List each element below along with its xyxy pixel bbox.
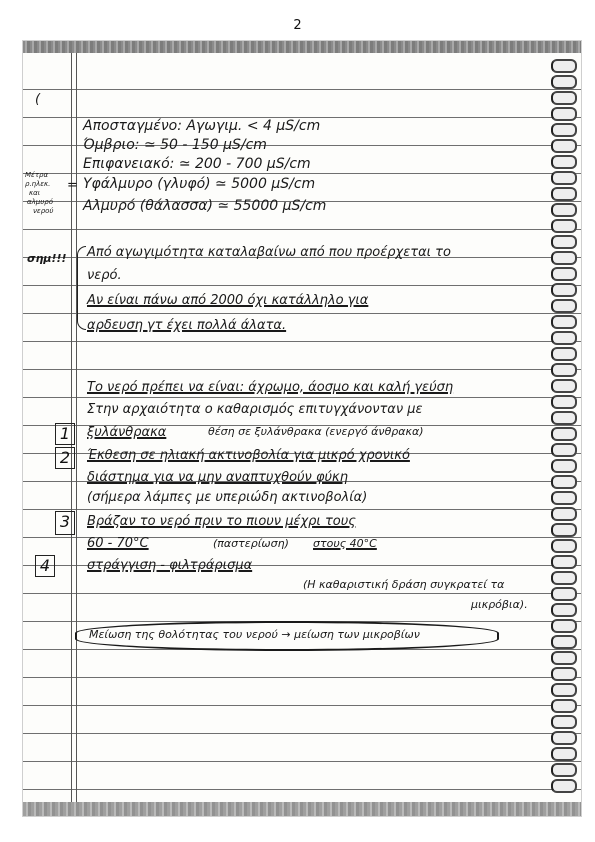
item-3-line-2: 60 - 70°C bbox=[87, 536, 149, 551]
spiral-ring bbox=[551, 715, 577, 729]
ruled-line bbox=[23, 369, 581, 370]
side-note-line: ρ.ηλεκ. bbox=[25, 180, 51, 188]
ruled-line bbox=[23, 397, 581, 398]
spiral-ring bbox=[551, 315, 577, 329]
spiral-ring bbox=[551, 459, 577, 473]
ruled-line bbox=[23, 173, 581, 174]
spiral-ring bbox=[551, 379, 577, 393]
spiral-ring bbox=[551, 107, 577, 121]
spiral-ring bbox=[551, 571, 577, 585]
important-line-3: Αν είναι πάνω από 2000 όχι κατάλληλο για bbox=[87, 293, 369, 308]
ruled-line bbox=[23, 509, 581, 510]
important-line-1: Από αγωγιμότητα καταλαβαίνω από που προέρχεται το bbox=[87, 245, 451, 260]
spiral-ring bbox=[551, 299, 577, 313]
spiral-ring bbox=[551, 411, 577, 425]
spiral-ring bbox=[551, 171, 577, 185]
torn-bottom-edge bbox=[23, 802, 581, 816]
spiral-ring bbox=[551, 699, 577, 713]
ruled-line bbox=[23, 593, 581, 594]
item-number-box: 4 bbox=[35, 555, 55, 577]
spiral-ring bbox=[551, 651, 577, 665]
ruled-line bbox=[23, 789, 581, 790]
spiral-ring bbox=[551, 155, 577, 169]
spiral-ring bbox=[551, 507, 577, 521]
spiral-ring bbox=[551, 395, 577, 409]
spiral-ring bbox=[551, 635, 577, 649]
torn-top-edge bbox=[23, 41, 581, 53]
water-quality-heading: Το νερό πρέπει να είναι: άχρωμο, άοσμο και καλή γεύση bbox=[87, 380, 454, 395]
spiral-ring bbox=[551, 235, 577, 249]
side-note-line: αλμυρό bbox=[27, 198, 53, 206]
item-2-line-2: διάστημα για να μην αναπτυχθούν φύκη bbox=[87, 470, 348, 485]
conductivity-salty: Αλμυρό (θάλασσα) ≃ 55000 μS/cm bbox=[83, 198, 327, 214]
spiral-ring bbox=[551, 603, 577, 617]
item-2-line-3: (σήμερα λάμπες με υπεριώδη ακτινοβολία) bbox=[87, 490, 368, 505]
side-note-equals: = bbox=[67, 178, 78, 193]
spiral-ring bbox=[551, 331, 577, 345]
conductivity-brackish: Υφάλμυρο (γλυφό) ≃ 5000 μS/cm bbox=[83, 176, 316, 192]
conductivity-distilled: Αποσταγμένο: Αγωγιμ. < 4 μS/cm bbox=[83, 118, 321, 134]
spiral-ring bbox=[551, 475, 577, 489]
side-note-line: και bbox=[29, 189, 41, 197]
ruled-line bbox=[23, 89, 581, 90]
spiral-ring bbox=[551, 203, 577, 217]
item-1-note: θέση σε ξυλάνθρακα (ενεργό άνθρακα) bbox=[208, 425, 424, 438]
ruled-line bbox=[23, 341, 581, 342]
spiral-ring bbox=[551, 219, 577, 233]
spiral-ring bbox=[551, 91, 577, 105]
item-4-note-1: (Η καθαριστική δράση συγκρατεί τα bbox=[303, 578, 505, 591]
item-3-note-2: στους 40°C bbox=[313, 537, 377, 550]
spiral-ring bbox=[551, 139, 577, 153]
spiral-ring bbox=[551, 491, 577, 505]
side-note-line: Μέτρα bbox=[25, 171, 49, 179]
spiral-ring bbox=[551, 779, 577, 793]
spiral-ring bbox=[551, 443, 577, 457]
ruled-line bbox=[23, 313, 581, 314]
spiral-ring bbox=[551, 747, 577, 761]
spiral-ring bbox=[551, 619, 577, 633]
margin-line bbox=[76, 53, 77, 802]
spiral-ring bbox=[551, 427, 577, 441]
item-2-line-1: Έκθεση σε ηλιακή ακτινοβολία για μικρό χρονικό bbox=[87, 448, 410, 463]
spiral-ring bbox=[551, 363, 577, 377]
spiral-ring bbox=[551, 347, 577, 361]
item-number-box: 3 bbox=[55, 511, 75, 535]
spiral-ring bbox=[551, 267, 577, 281]
ruled-line bbox=[23, 733, 581, 734]
conductivity-rain: Όμβριο: ≃ 50 - 150 μS/cm bbox=[83, 137, 267, 153]
conclusion-text: Μείωση της θολότητας του νερού → μείωση των μικροβίων bbox=[89, 628, 420, 641]
important-mark: σημ!!! bbox=[27, 252, 67, 265]
ruled-line bbox=[23, 705, 581, 706]
important-line-2: νερό. bbox=[87, 268, 122, 283]
spiral-ring bbox=[551, 123, 577, 137]
ruled-line bbox=[23, 677, 581, 678]
page-number: 2 bbox=[293, 18, 302, 33]
item-number-box: 2 bbox=[55, 447, 75, 469]
spiral-ring bbox=[551, 283, 577, 297]
ruled-line bbox=[23, 285, 581, 286]
spiral-ring bbox=[551, 75, 577, 89]
spiral-ring bbox=[551, 523, 577, 537]
spiral-ring bbox=[551, 587, 577, 601]
side-note-line: νερού bbox=[33, 207, 54, 215]
item-3-line-1: Βράζαν το νερό πριν το πιουν μέχρι τους bbox=[87, 514, 356, 529]
item-3-note: (παστερίωση) bbox=[213, 537, 289, 550]
important-line-4: αρδευση γτ έχει πολλά άλατα. bbox=[87, 318, 287, 333]
curly-brace bbox=[77, 246, 86, 330]
spiral-ring bbox=[551, 683, 577, 697]
notebook-page bbox=[22, 40, 582, 817]
item-4-text: στράγγιση - φιλτράρισμα bbox=[87, 558, 253, 573]
conductivity-surface: Επιφανειακό: ≃ 200 - 700 μS/cm bbox=[83, 156, 311, 172]
margin-tick: ( bbox=[35, 92, 41, 107]
spiral-ring bbox=[551, 187, 577, 201]
ancient-times-line: Στην αρχαιότητα ο καθαρισμός επιτυγχάνονταν με bbox=[87, 402, 423, 417]
item-number-box: 1 bbox=[55, 423, 75, 445]
spiral-ring bbox=[551, 59, 577, 73]
item-4-note-2: μικρόβια). bbox=[471, 598, 528, 611]
item-1-text: ξυλάνθρακα bbox=[87, 425, 167, 440]
ruled-line bbox=[23, 229, 581, 230]
ruled-line bbox=[23, 761, 581, 762]
spiral-ring bbox=[551, 763, 577, 777]
spiral-ring bbox=[551, 251, 577, 265]
spiral-ring bbox=[551, 555, 577, 569]
spiral-ring bbox=[551, 539, 577, 553]
spiral-ring bbox=[551, 667, 577, 681]
spiral-ring bbox=[551, 731, 577, 745]
